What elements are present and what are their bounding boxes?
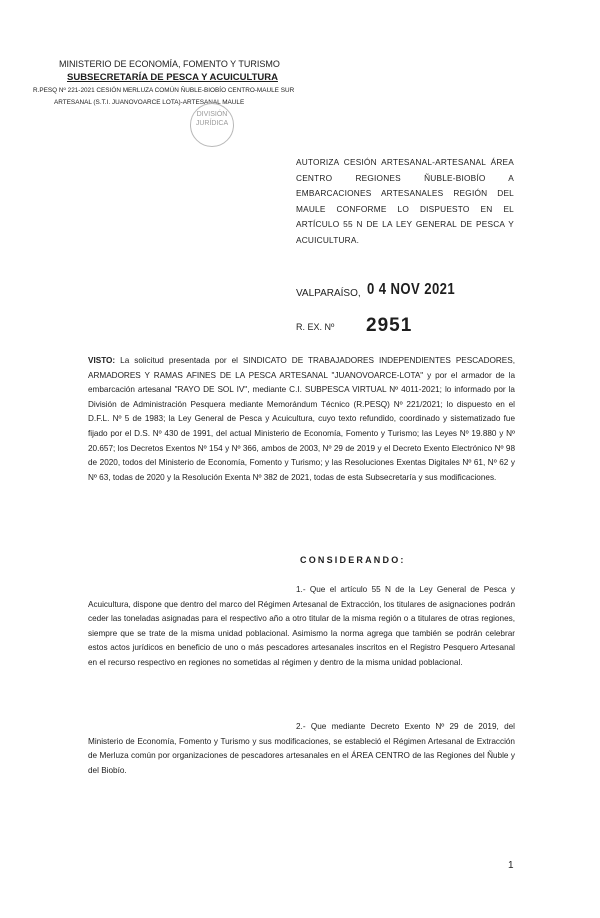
resolution-subject: AUTORIZA CESIÓN ARTESANAL-ARTESANAL ÁREA CENTRO REGIONES ÑUBLE-BIOBÍO A EMBARCACIONES ARTESANALES REGIÓN DEL MAULE CONFORME LO DISPUESTO EN EL ARTÍCULO 55 N DE LA LEY GENERAL DE PESCA Y ACUICULTURA. (296, 157, 514, 245)
resolution-number: 2951 (366, 315, 413, 336)
legal-division-stamp (190, 103, 234, 147)
considerando-heading: CONSIDERANDO: (300, 555, 406, 565)
ministry-name: MINISTERIO DE ECONOMÍA, FOMENTO Y TURISMO (59, 59, 280, 69)
resolution-date: 0 4 NOV 2021 (367, 281, 456, 298)
reference-line-1: R.PESQ Nº 221-2021 CESIÓN MERLUZA COMÚN ÑUBLE-BIOBÍO CENTRO-MAULE SUR (33, 87, 295, 94)
undersecretariat-name: SUBSECRETARÍA DE PESCA Y ACUICULTURA (67, 72, 278, 83)
resolution-number-label: R. EX. Nº (296, 322, 335, 332)
stamp-text-2: JURÍDICA (195, 120, 229, 127)
stamp-text-1: DIVISIÓN (196, 111, 228, 118)
visto-text: La solicitud presentada por el SINDICATO DE TRABAJADORES INDEPENDIENTES PESCADORES, ARMADORES Y RAMAS AFINES DE LA PESCA ARTESANAL "JUANOVOARCE-LOTA" y por el armador de la embarcación artesanal "RAYO DE SOL IV", mediante C.I. SUBPESCA VIRTUAL Nº 4011-2021; lo informado por la División de Administración Pesquera mediante Memorándum Técnico (R.PESQ) Nº 221/2021; lo dispuesto en el D.F.L. Nº 5 de 1983; la Ley General de Pesca y Acuicultura, cuyo texto refundido, coordinado y sistematizado fue fijado por el D.S. Nº 430 de 1991, del actual Ministerio de Economía, Fomento y Turismo; las Leyes Nº 19.880 y Nº 20.657; los Decretos Exentos Nº 154 y Nº 366, ambos de 2003, Nº 29 de 2019 y el Decreto Exento Electrónico Nº 98 de 2020, todos del Ministerio de Economía, Fomento y Turismo; y las Resoluciones Exentas Digitales Nº 61, Nº 62 y Nº 63, todas de 2020 y la Resolución Exenta Nº 382 de 2021, todas de esta Subsecretaría y sus modificaciones. (88, 356, 515, 482)
visto-paragraph (88, 354, 515, 485)
considerando-paragraph-2: 2.- Que mediante Decreto Exento Nº 29 de 2019, del Ministerio de Economía, Fomento y Turismo y sus modificaciones, se estableció el Régimen Artesanal de Extracción de Merluza común por organizaciones de pescadores artesanales en el ÁREA CENTRO de las Regiones del Ñuble y del Biobío. (88, 722, 515, 775)
page-number: 1 (508, 860, 514, 871)
place-label: VALPARAÍSO, (296, 288, 361, 299)
visto-label: VISTO: (88, 356, 116, 365)
reference-line-2: ARTESANAL (S.T.I. JUANOVOARCE LOTA)-ARTESANAL MAULE (54, 99, 245, 106)
considerando-paragraph-1: 1.- Que el artículo 55 N de la Ley General de Pesca y Acuicultura, dispone que dentro del marco del Régimen Artesanal de Extracción, los titulares de asignaciones podrán ceder las toneladas asignadas para el respectivo año a otro titular de la misma región o a titulares de otras regiones, siempre que se trate de la misma unidad poblacional. Asimismo la norma agrega que también se podrán celebrar estos actos jurídicos en beneficio de uno o más pescadores artesanales inscritos en el Registro Pesquero Artesanal en el recurso respectivo en regiones no sometidas al régimen y dentro de la misma unidad poblacional. (88, 585, 515, 667)
